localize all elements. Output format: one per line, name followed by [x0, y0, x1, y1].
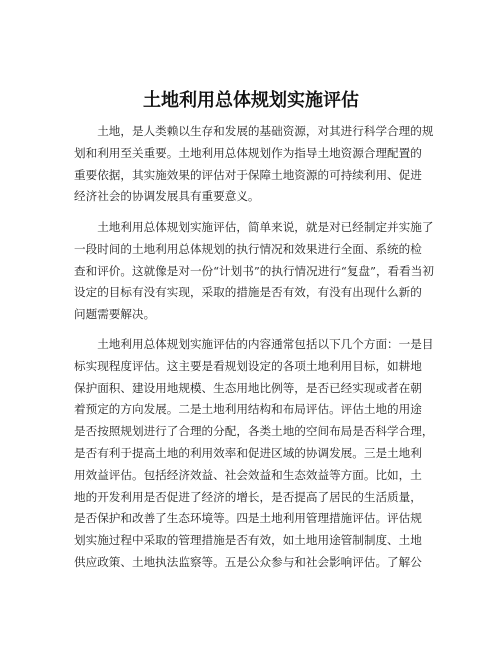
text-line: 设定的目标有没有实现，采取的措施是否有效，有没有出现什么新的	[74, 285, 422, 300]
text-line: 划实施过程中采取的管理措施是否有效，如土地用途管制制度、土地	[74, 533, 422, 548]
text-line: 一段时间的土地利用总体规划的执行情况和效果进行全面、系统的检	[74, 241, 422, 256]
text-line: 标实现程度评估。这主要是看规划设定的各项土地利用目标，如耕地	[74, 358, 422, 373]
text-line: 是否有利于提高土地的利用效率和促进区域的协调发展。三是土地利	[74, 445, 422, 460]
text-line: 保护面积、建设用地规模、生态用地比例等，是否已经实现或者在朝	[74, 380, 422, 395]
text-line: 供应政策、土地执法监察等。五是公众参与和社会影响评估。了解公	[74, 554, 422, 569]
text-line: 土地利用总体规划实施评估，简单来说，就是对已经制定并实施了	[74, 220, 434, 234]
text-line: 是否保护和改善了生态环境等。四是土地利用管理措施评估。评估规	[74, 511, 422, 526]
document-title: 土地利用总体规划实施评估	[143, 90, 359, 111]
text-line: 重要依据，其实施效果的评估对于保障土地资源的可持续利用、促进	[74, 167, 422, 182]
text-line: 土地利用总体规划实施评估的内容通常包括以下几个方面：一是目	[74, 337, 434, 351]
paragraph-contents	[74, 334, 502, 574]
paragraph-definition	[74, 217, 502, 326]
paragraph-intro	[74, 121, 502, 208]
text-line: 经济社会的协调发展具有重要意义。	[74, 189, 260, 204]
text-line: 划和利用至关重要。土地利用总体规划作为指导土地资源合理配置的	[74, 145, 422, 160]
text-line: 地的开发利用是否促进了经济的增长，是否提高了居民的生活质量，	[74, 489, 422, 504]
text-line: 用效益评估。包括经济效益、社会效益和生态效益等方面。比如，土	[74, 467, 422, 482]
text-line: 是否按照规划进行了合理的分配，各类土地的空间布局是否科学合理，	[74, 424, 434, 439]
text-line: 问题需要解决。	[74, 307, 156, 322]
text-line: 查和评价。这就像是对一份“计划书”的执行情况进行“复盘”，看看当初	[74, 263, 434, 278]
text-line: 土地，是人类赖以生存和发展的基础资源，对其进行科学合理的规	[74, 124, 434, 138]
text-line: 着预定的方向发展。二是土地利用结构和布局评估。评估土地的用途	[74, 402, 422, 417]
